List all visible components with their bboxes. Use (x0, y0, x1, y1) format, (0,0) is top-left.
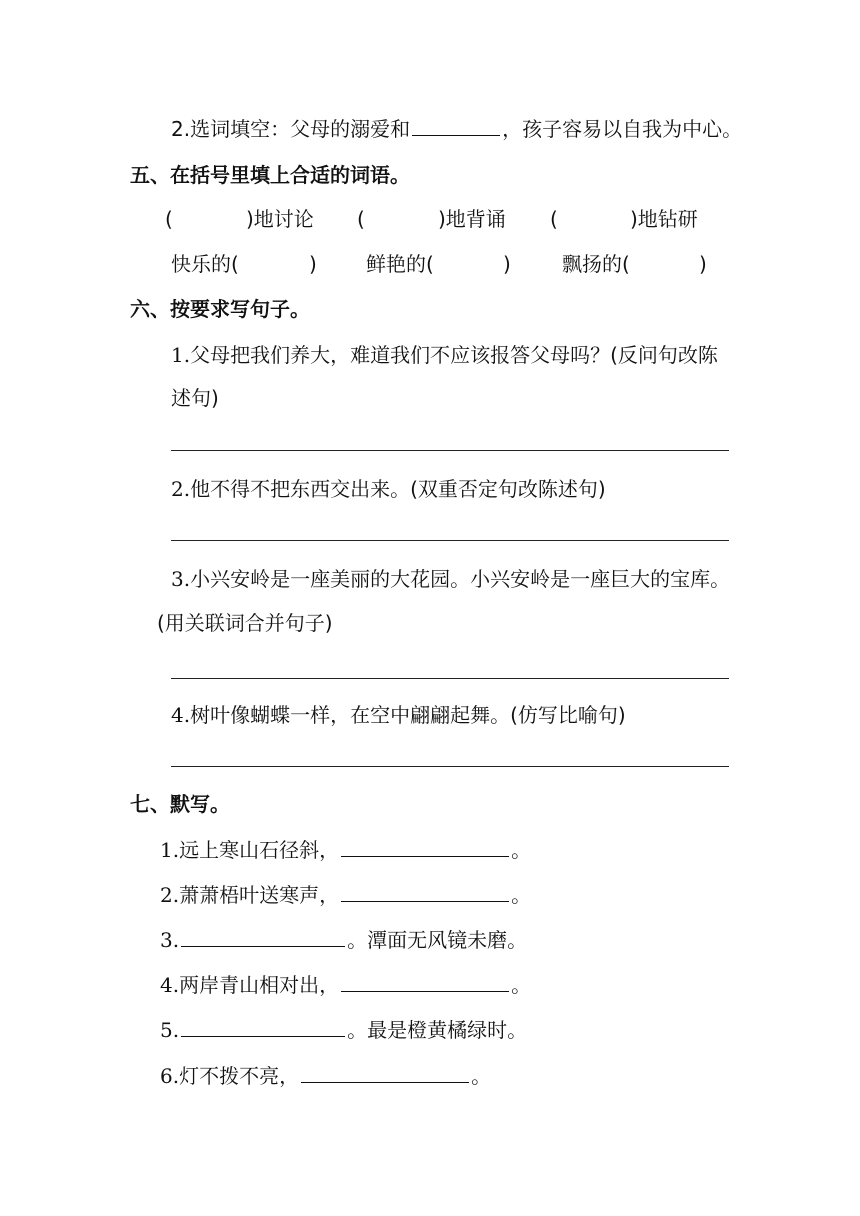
s7-item-1 (160, 838, 531, 862)
s7-item-4-blank[interactable] (341, 973, 509, 992)
s6-item-3-line2: (用关联词合并句子) (157, 611, 333, 635)
s7-item-2-number: 2. (160, 883, 180, 907)
s5-row1-item-1: )地讨论 (246, 207, 314, 231)
s7-item-2-after: 。 (511, 883, 532, 907)
s5-row2-item-1: 快乐的( (171, 252, 239, 276)
s5-row2-item-3: 飘扬的( (562, 252, 630, 276)
s6-item-3-number: 3. (171, 567, 191, 591)
s7-item-5-after: 。最是橙黄橘绿时。 (347, 1018, 528, 1042)
s7-item-6-before: 灯不拨不亮， (179, 1064, 300, 1088)
s7-item-6-number: 6. (160, 1064, 180, 1088)
s7-item-2 (160, 883, 531, 907)
s6-item-2-line1 (171, 477, 606, 501)
s5-row1-paren-open-3: ( (550, 207, 558, 231)
section-5-heading: 五、在括号里填上合适的词语。 (130, 163, 410, 187)
s7-item-1-after: 。 (511, 838, 532, 862)
s6-item-1-answer-line[interactable] (171, 450, 729, 451)
s6-item-2-number: 2. (171, 477, 191, 501)
s6-item-1-line1 (171, 343, 718, 367)
s7-item-2-before: 萧萧梧叶送寒声， (179, 883, 340, 907)
s6-item-4-line1 (171, 703, 626, 727)
s5-row1-item-2: )地背诵 (438, 207, 506, 231)
s6-item-4-answer-line[interactable] (171, 766, 729, 767)
q2-prefix: 2.选词填空：父母的溺爱和 (171, 117, 411, 141)
s6-item-3-text: 小兴安岭是一座美丽的大花园。小兴安岭是一座巨大的宝库。 (190, 567, 731, 591)
s6-item-3-answer-line[interactable] (171, 678, 729, 679)
q2-suffix: ，孩子容易以自我为中心。 (502, 117, 743, 141)
s6-item-3-line1 (171, 567, 730, 591)
s7-item-1-before: 远上寒山石径斜， (179, 838, 340, 862)
s7-item-6-after: 。 (471, 1064, 492, 1088)
s6-item-2-text: 他不得不把东西交出来。(双重否定句改陈述句) (190, 477, 606, 501)
s7-item-1-blank[interactable] (341, 838, 509, 857)
fill-in-question-2 (171, 117, 742, 141)
s6-item-1-text: 父母把我们养大，难道我们不应该报答父母吗？(反问句改陈 (190, 343, 718, 367)
s5-row2-paren-close-3: ) (699, 252, 707, 276)
s7-item-3-after: 。潭面无风镜未磨。 (347, 928, 528, 952)
s7-item-4-after: 。 (511, 973, 532, 997)
s5-row2-item-2: 鲜艳的( (366, 252, 434, 276)
s7-item-5-blank[interactable] (181, 1018, 345, 1037)
section-7-heading: 七、默写。 (130, 792, 230, 816)
s7-item-2-blank[interactable] (341, 883, 509, 902)
s7-item-3-number: 3. (160, 928, 180, 952)
s7-item-5 (160, 1018, 527, 1042)
s6-item-1-number: 1. (171, 343, 191, 367)
s6-item-1-line2: 述句) (171, 386, 219, 410)
s7-item-1-number: 1. (160, 838, 180, 862)
q2-answer-blank[interactable] (412, 117, 500, 136)
s6-item-4-text: 树叶像蝴蝶一样，在空中翩翩起舞。(仿写比喻句) (190, 703, 626, 727)
s7-item-6-blank[interactable] (301, 1064, 469, 1083)
s7-item-3-blank[interactable] (181, 928, 345, 947)
s5-row1-paren-open-1: ( (165, 207, 173, 231)
s5-row1-item-3: )地钻研 (630, 207, 698, 231)
s7-item-5-number: 5. (160, 1018, 180, 1042)
s5-row2-paren-close-1: ) (309, 252, 317, 276)
s5-row1-paren-open-2: ( (357, 207, 365, 231)
s7-item-6 (160, 1064, 491, 1088)
s6-item-4-number: 4. (171, 703, 191, 727)
s5-row2-paren-close-2: ) (503, 252, 511, 276)
section-6-heading: 六、按要求写句子。 (130, 297, 310, 321)
s7-item-4-number: 4. (160, 973, 180, 997)
s6-item-2-answer-line[interactable] (171, 540, 729, 541)
s7-item-4-before: 两岸青山相对出， (179, 973, 340, 997)
s7-item-3 (160, 928, 527, 952)
s7-item-4 (160, 973, 531, 997)
